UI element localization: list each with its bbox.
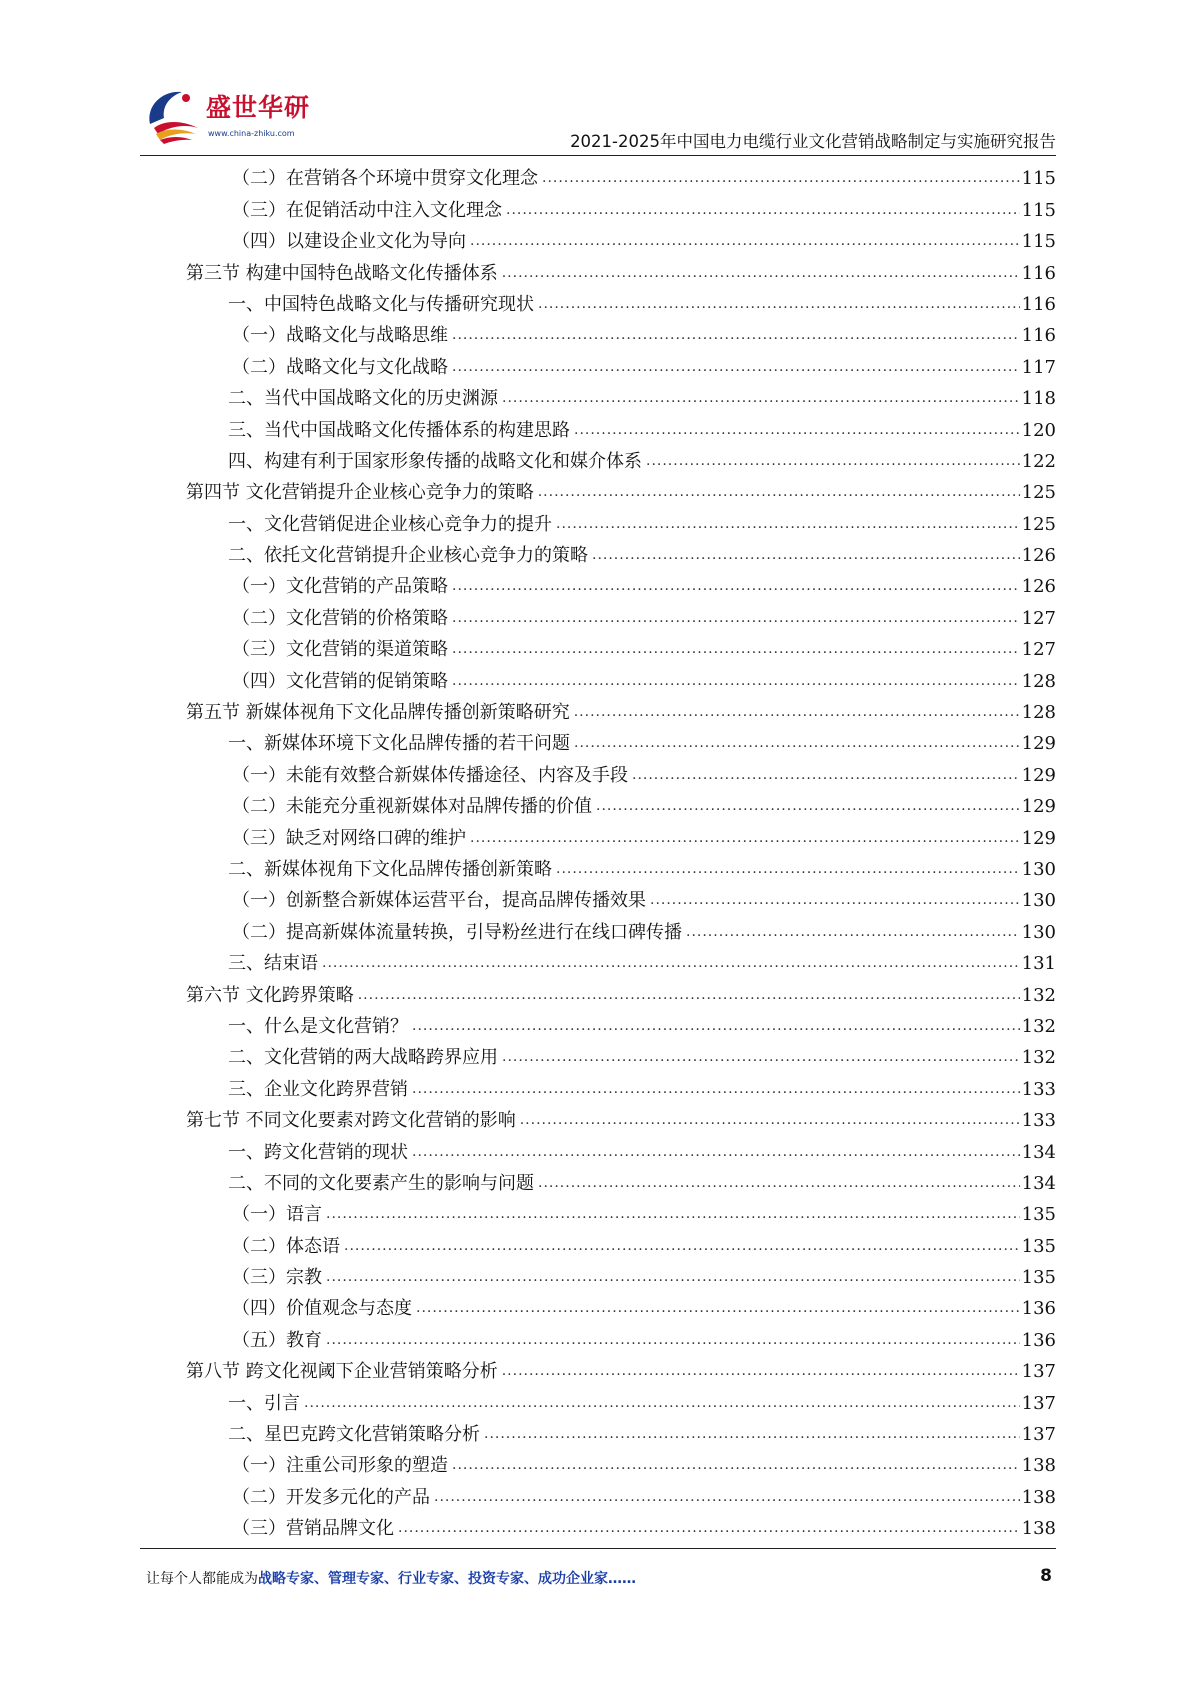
toc-entry-page: 125 (1021, 513, 1056, 535)
toc-leader-dots (344, 1237, 1020, 1255)
toc-leader-dots (398, 1519, 1020, 1537)
toc-entry-title: （四）文化营销的促销策略 (186, 670, 452, 694)
toc-entry[interactable] (186, 317, 1056, 348)
toc-entry-title: （五）教育 (186, 1329, 326, 1353)
toc-entry-title: （一）文化营销的产品策略 (186, 575, 452, 599)
toc-entry-page: 117 (1021, 356, 1056, 378)
toc-entry-page: 127 (1021, 607, 1056, 629)
report-title: 2021-2025年中国电力电缆行业文化营销战略制定与实施研究报告 (570, 132, 1056, 151)
toc-leader-dots (412, 1080, 1020, 1098)
toc-entry-title: （二）未能充分重视新媒体对品牌传播的价值 (186, 795, 596, 819)
toc-entry[interactable] (186, 1384, 1056, 1415)
toc-entry-title: （三）在促销活动中注入文化理念 (186, 199, 506, 223)
toc-leader-dots (434, 1488, 1020, 1506)
toc-entry[interactable] (186, 1321, 1056, 1352)
toc-leader-dots (592, 546, 1020, 564)
toc-leader-dots (538, 1174, 1020, 1192)
toc-entry-page: 135 (1021, 1204, 1056, 1226)
toc-entry[interactable] (186, 631, 1056, 662)
toc-entry[interactable] (186, 788, 1056, 819)
toc-entry-page: 129 (1021, 764, 1056, 786)
logo-text: 盛世华研 (206, 93, 311, 122)
toc-entry-page: 132 (1021, 1015, 1056, 1037)
toc-entry-page: 130 (1021, 858, 1056, 880)
toc-entry-page: 137 (1021, 1392, 1056, 1414)
toc-entry[interactable] (186, 1008, 1056, 1039)
header-divider (140, 155, 1056, 156)
toc-entry-title: （一）创新整合新媒体运营平台，提高品牌传播效果 (186, 889, 650, 913)
toc-entry-page: 115 (1021, 231, 1056, 253)
toc-entry-page: 135 (1021, 1267, 1056, 1289)
table-of-contents (186, 160, 1056, 1541)
toc-entry-page: 131 (1021, 953, 1056, 975)
toc-entry[interactable] (186, 976, 1056, 1007)
toc-entry-page: 137 (1021, 1361, 1056, 1383)
toc-entry-page: 126 (1021, 545, 1056, 567)
toc-entry-title: 第七节 不同文化要素对跨文化营销的影响 (186, 1109, 520, 1133)
toc-leader-dots (304, 1394, 1020, 1412)
toc-leader-dots (556, 515, 1020, 533)
toc-entry-title: （三）营销品牌文化 (186, 1517, 398, 1541)
toc-leader-dots (452, 1456, 1020, 1474)
toc-entry-page: 130 (1021, 921, 1056, 943)
toc-entry[interactable] (186, 1290, 1056, 1321)
toc-leader-dots (452, 577, 1020, 595)
toc-entry-page: 122 (1021, 450, 1056, 472)
toc-leader-dots (452, 326, 1020, 344)
toc-entry-title: 一、引言 (186, 1392, 304, 1416)
toc-leader-dots (412, 1143, 1020, 1161)
toc-leader-dots (412, 1017, 1020, 1035)
page-footer (146, 1568, 1052, 1596)
toc-entry-page: 135 (1021, 1235, 1056, 1257)
toc-entry[interactable] (186, 882, 1056, 913)
toc-leader-dots (502, 389, 1020, 407)
toc-entry-title: （二）提高新媒体流量转换，引导粉丝进行在线口碑传播 (186, 921, 686, 945)
toc-entry-page: 118 (1021, 388, 1056, 410)
toc-entry-page: 130 (1021, 890, 1056, 912)
toc-entry-title: （三）宗教 (186, 1266, 326, 1290)
toc-entry[interactable] (186, 1227, 1056, 1258)
toc-entry-title: （一）语言 (186, 1203, 326, 1227)
toc-leader-dots (358, 986, 1020, 1004)
toc-entry-page: 134 (1021, 1172, 1056, 1194)
toc-entry[interactable] (186, 505, 1056, 536)
toc-entry-page: 116 (1021, 262, 1056, 284)
toc-leader-dots (538, 483, 1020, 501)
toc-leader-dots (556, 860, 1020, 878)
toc-leader-dots (502, 1362, 1020, 1380)
toc-leader-dots (506, 201, 1020, 219)
toc-entry-page: 133 (1021, 1110, 1056, 1132)
toc-leader-dots (650, 891, 1020, 909)
toc-entry-page: 120 (1021, 419, 1056, 441)
toc-leader-dots (574, 421, 1020, 439)
toc-entry-title: 二、不同的文化要素产生的影响与问题 (186, 1172, 538, 1196)
toc-entry[interactable] (186, 945, 1056, 976)
toc-entry-page: 129 (1021, 796, 1056, 818)
toc-leader-dots (574, 703, 1020, 721)
toc-entry-title: 二、依托文化营销提升企业核心竞争力的策略 (186, 544, 592, 568)
toc-entry[interactable] (186, 443, 1056, 474)
toc-entry[interactable] (186, 568, 1056, 599)
toc-entry-page: 128 (1021, 702, 1056, 724)
toc-leader-dots (542, 169, 1020, 187)
toc-entry-page: 125 (1021, 482, 1056, 504)
toc-entry[interactable] (186, 756, 1056, 787)
toc-entry[interactable] (186, 1196, 1056, 1227)
toc-entry[interactable] (186, 348, 1056, 379)
toc-entry-title: （二）体态语 (186, 1235, 344, 1259)
toc-entry-title: 三、结束语 (186, 952, 322, 976)
toc-entry[interactable] (186, 1165, 1056, 1196)
toc-entry-page: 132 (1021, 984, 1056, 1006)
toc-entry[interactable] (186, 599, 1056, 630)
toc-leader-dots (646, 452, 1020, 470)
toc-entry[interactable] (186, 694, 1056, 725)
toc-entry[interactable] (186, 474, 1056, 505)
toc-entry[interactable] (186, 411, 1056, 442)
toc-entry-title: 二、当代中国战略文化的历史渊源 (186, 387, 502, 411)
toc-leader-dots (452, 358, 1020, 376)
toc-leader-dots (538, 295, 1020, 313)
toc-entry[interactable] (186, 254, 1056, 285)
toc-entry-title: 一、中国特色战略文化与传播研究现状 (186, 293, 538, 317)
toc-entry[interactable] (186, 160, 1056, 191)
toc-entry-title: （二）战略文化与文化战略 (186, 356, 452, 380)
toc-leader-dots (470, 829, 1020, 847)
toc-leader-dots (574, 734, 1020, 752)
toc-entry-title: （四）以建设企业文化为导向 (186, 230, 470, 254)
toc-entry-title: （四）价值观念与态度 (186, 1297, 416, 1321)
toc-entry-page: 115 (1021, 168, 1056, 190)
toc-leader-dots (322, 954, 1020, 972)
toc-entry[interactable] (186, 191, 1056, 222)
toc-entry-title: 第四节 文化营销提升企业核心竞争力的策略 (186, 481, 538, 505)
toc-entry-page: 115 (1021, 199, 1056, 221)
toc-entry[interactable] (186, 380, 1056, 411)
toc-leader-dots (452, 609, 1020, 627)
toc-entry[interactable] (186, 851, 1056, 882)
toc-entry-title: （二）在营销各个环境中贯穿文化理念 (186, 167, 542, 191)
toc-leader-dots (326, 1205, 1020, 1223)
toc-entry[interactable] (186, 1039, 1056, 1070)
toc-entry-title: 四、构建有利于国家形象传播的战略文化和媒介体系 (186, 450, 646, 474)
toc-leader-dots (596, 797, 1020, 815)
toc-entry-page: 128 (1021, 670, 1056, 692)
toc-entry-page: 129 (1021, 827, 1056, 849)
toc-entry-title: 第五节 新媒体视角下文化品牌传播创新策略研究 (186, 701, 574, 725)
logo-url: www.china-zhiku.com (208, 129, 295, 138)
toc-entry[interactable] (186, 223, 1056, 254)
toc-entry-page: 133 (1021, 1078, 1056, 1100)
toc-entry[interactable] (186, 537, 1056, 568)
toc-entry-title: 一、跨文化营销的现状 (186, 1141, 412, 1165)
toc-leader-dots (326, 1268, 1020, 1286)
toc-entry[interactable] (186, 725, 1056, 756)
toc-entry[interactable] (186, 1102, 1056, 1133)
toc-entry-title: 一、什么是文化营销？ (186, 1015, 412, 1039)
toc-entry-title: （三）文化营销的渠道策略 (186, 638, 452, 662)
toc-entry-title: 三、当代中国战略文化传播体系的构建思路 (186, 419, 574, 443)
toc-leader-dots (520, 1111, 1020, 1129)
toc-entry-title: （一）未能有效整合新媒体传播途径、内容及手段 (186, 764, 632, 788)
toc-entry-title: 一、文化营销促进企业核心竞争力的提升 (186, 513, 556, 537)
toc-entry-page: 138 (1021, 1518, 1056, 1540)
toc-entry[interactable] (186, 1353, 1056, 1384)
toc-entry-page: 127 (1021, 639, 1056, 661)
toc-entry-page: 136 (1021, 1329, 1056, 1351)
toc-entry-title: （一）注重公司形象的塑造 (186, 1454, 452, 1478)
toc-entry-title: 第三节 构建中国特色战略文化传播体系 (186, 262, 502, 286)
toc-entry[interactable] (186, 1447, 1056, 1478)
toc-entry-title: 三、企业文化跨界营销 (186, 1078, 412, 1102)
toc-entry[interactable] (186, 1259, 1056, 1290)
page-number: 8 (1040, 1566, 1052, 1586)
toc-entry-title: （一）战略文化与战略思维 (186, 324, 452, 348)
page-header (140, 82, 1056, 152)
toc-entry-title: 第八节 跨文化视阈下企业营销策略分析 (186, 1360, 502, 1384)
toc-entry-title: 二、新媒体视角下文化品牌传播创新策略 (186, 858, 556, 882)
toc-leader-dots (502, 1048, 1020, 1066)
toc-entry-page: 136 (1021, 1298, 1056, 1320)
toc-entry-page: 134 (1021, 1141, 1056, 1163)
toc-entry-title: 二、文化营销的两大战略跨界应用 (186, 1046, 502, 1070)
toc-leader-dots (686, 923, 1020, 941)
toc-entry-title: （三）缺乏对网络口碑的维护 (186, 827, 470, 851)
toc-entry[interactable] (186, 662, 1056, 693)
footer-slogan-prefix: 让每个人都能成为 (146, 1571, 258, 1587)
toc-entry[interactable] (186, 819, 1056, 850)
toc-entry-title: 二、星巴克跨文化营销策略分析 (186, 1423, 484, 1447)
toc-leader-dots (452, 672, 1020, 690)
toc-entry[interactable] (186, 1510, 1056, 1541)
toc-entry[interactable] (186, 1133, 1056, 1164)
toc-leader-dots (484, 1425, 1020, 1443)
toc-leader-dots (502, 264, 1020, 282)
toc-entry-title: 第六节 文化跨界策略 (186, 984, 358, 1008)
logo-swirl-icon (142, 84, 204, 146)
footer-slogan-highlight: 战略专家、管理专家、行业专家、投资专家、成功企业家…… (258, 1571, 636, 1587)
toc-leader-dots (632, 766, 1020, 784)
toc-entry-title: （二）文化营销的价格策略 (186, 607, 452, 631)
toc-entry-page: 137 (1021, 1424, 1056, 1446)
toc-entry-title: 一、新媒体环境下文化品牌传播的若干问题 (186, 732, 574, 756)
toc-entry-page: 138 (1021, 1455, 1056, 1477)
toc-leader-dots (416, 1299, 1020, 1317)
company-logo (140, 82, 310, 148)
toc-entry-page: 129 (1021, 733, 1056, 755)
toc-entry-page: 126 (1021, 576, 1056, 598)
toc-entry[interactable] (186, 1416, 1056, 1447)
toc-entry-page: 138 (1021, 1486, 1056, 1508)
toc-entry-page: 132 (1021, 1047, 1056, 1069)
toc-entry-title: （二）开发多元化的产品 (186, 1486, 434, 1510)
toc-leader-dots (326, 1331, 1020, 1349)
toc-entry-page: 116 (1021, 325, 1056, 347)
toc-entry[interactable] (186, 1070, 1056, 1101)
footer-divider (140, 1548, 1056, 1549)
toc-leader-dots (470, 232, 1020, 250)
toc-entry[interactable] (186, 286, 1056, 317)
toc-entry[interactable] (186, 1478, 1056, 1509)
toc-entry[interactable] (186, 913, 1056, 944)
toc-entry-page: 116 (1021, 293, 1056, 315)
toc-leader-dots (452, 640, 1020, 658)
